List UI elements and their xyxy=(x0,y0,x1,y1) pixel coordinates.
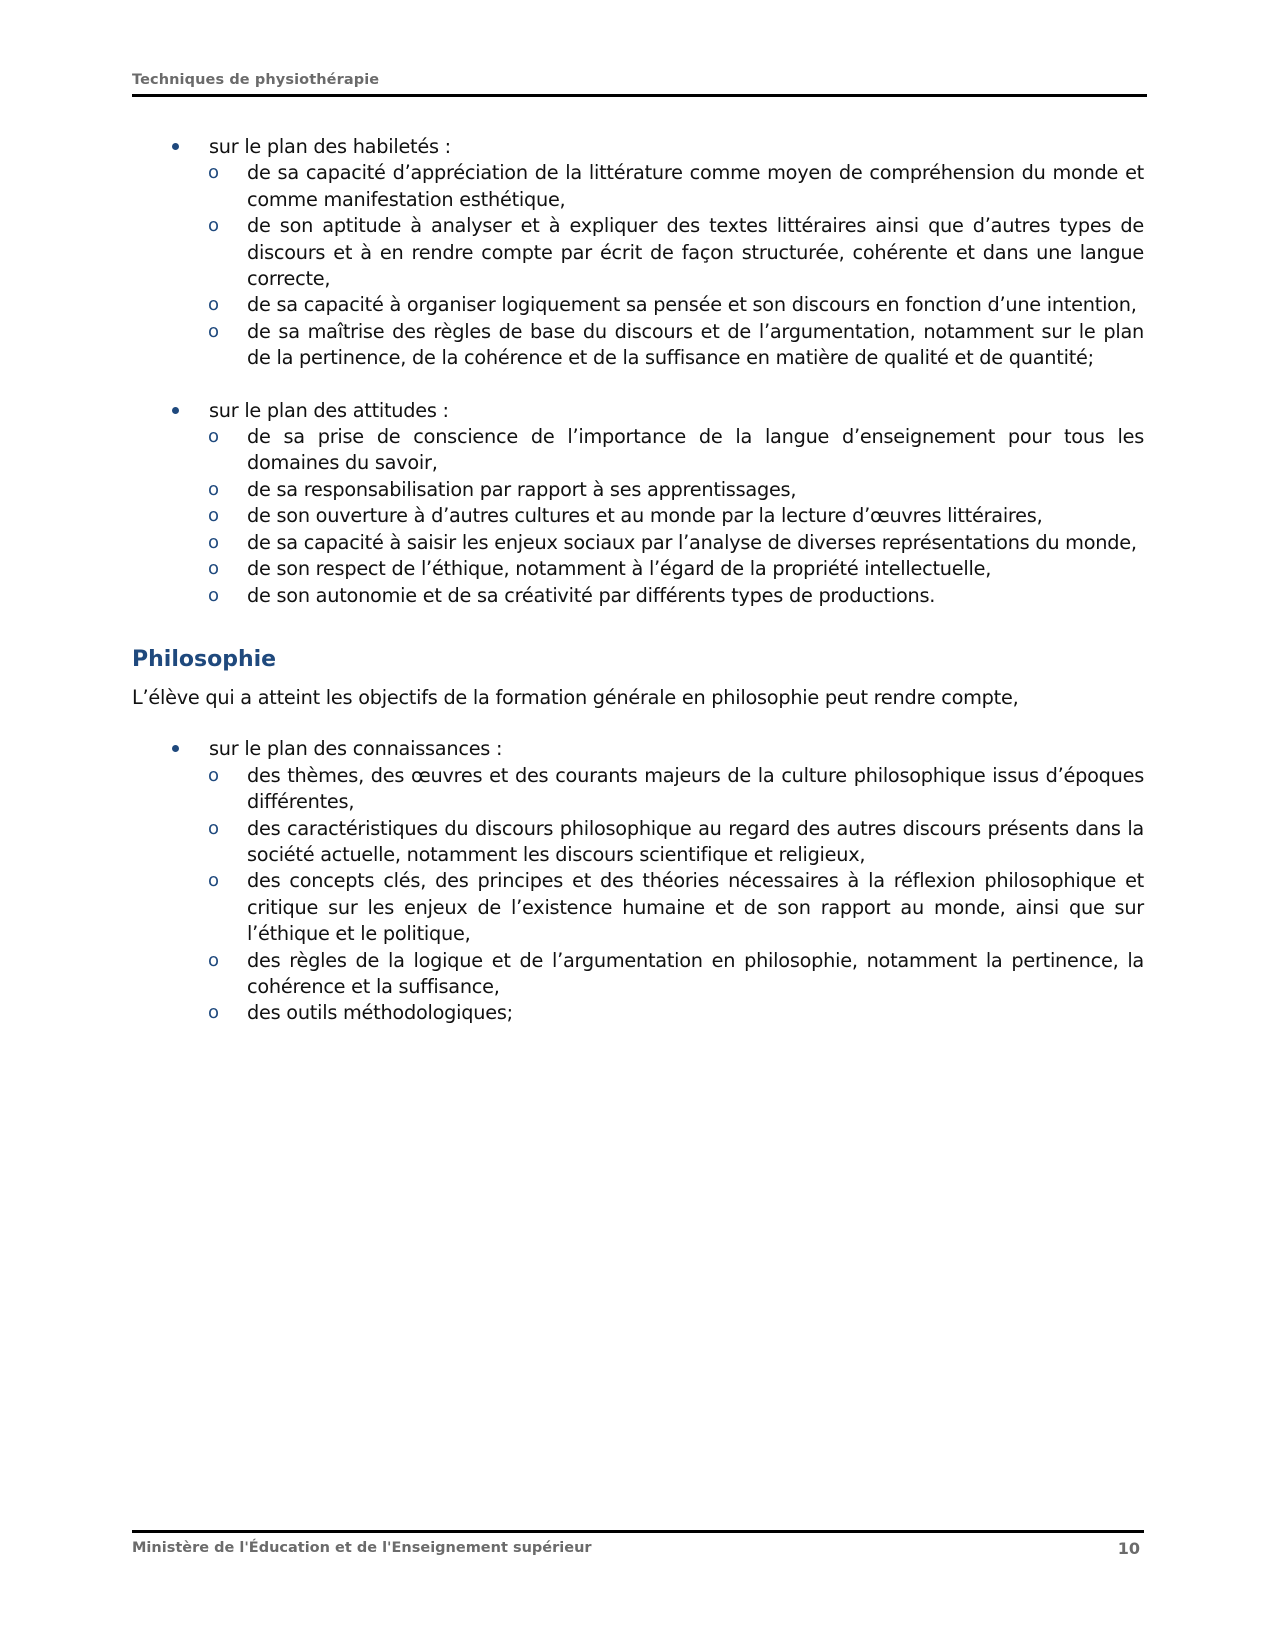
header-title: Techniques de physiothérapie xyxy=(132,72,380,88)
list-section-2 xyxy=(132,736,1144,1026)
circle-bullet-icon: o xyxy=(208,558,219,580)
circle-bullet-icon: o xyxy=(208,162,219,184)
sublist-item: o des caractéristiques du discours philosophique au regard des autres discours présents dans la société actuelle, notamment les discours scientifique et religieux, xyxy=(208,816,1144,866)
sublist-item: o de sa capacité à organiser logiquement sa pensée et son discours en fonction d’une intention, xyxy=(208,292,1144,318)
list-item xyxy=(132,134,1144,372)
circle-bullet-icon: o xyxy=(208,817,219,839)
sublist xyxy=(209,424,1144,609)
sublist-item: o de son respect de l’éthique, notamment à l’égard de la propriété intellectuelle, xyxy=(208,556,1144,582)
sublist xyxy=(209,763,1144,1027)
circle-bullet-icon: o xyxy=(208,426,219,448)
sublist-item: o de son ouverture à d’autres cultures et au monde par la lecture d’œuvres littéraires, xyxy=(208,503,1144,529)
circle-bullet-icon: o xyxy=(208,505,219,527)
sublist xyxy=(209,160,1144,371)
list-group-label: sur le plan des habiletés : xyxy=(209,135,451,158)
list-spacer xyxy=(132,372,1144,398)
section-title-philosophy: Philosophie xyxy=(132,646,277,672)
sublist-item: o de sa capacité à saisir les enjeux sociaux par l’analyse de diverses représentations du monde, xyxy=(208,530,1144,556)
circle-bullet-icon: o xyxy=(208,1002,219,1024)
sublist-item: o de sa maîtrise des règles de base du discours et de l’argumentation, notamment sur le plan de la pertinence, de la cohérence et de la suffisance en matière de qualité et de quantité; xyxy=(208,319,1144,370)
sublist-item: o de son aptitude à analyser et à expliquer des textes littéraires ainsi que d’autres types de discours et à en rendre compte par écrit de façon structurée, cohérente et dans une langue correcte, xyxy=(208,214,1144,291)
circle-bullet-icon: o xyxy=(208,584,219,606)
sublist-item: o de son autonomie et de sa créativité par différents types de productions. xyxy=(208,583,1144,609)
circle-bullet-icon: o xyxy=(208,320,219,342)
circle-bullet-icon: o xyxy=(208,294,219,316)
page-number: 10 xyxy=(1117,1539,1140,1558)
circle-bullet-icon: o xyxy=(208,949,219,971)
page-content xyxy=(132,134,1144,1027)
page-header xyxy=(132,72,1147,88)
circle-bullet-icon: o xyxy=(208,764,219,786)
list-item xyxy=(132,398,1144,609)
bullet-icon xyxy=(172,407,179,414)
sublist-item: o des thèmes, des œuvres et des courants majeurs de la culture philosophique issus d’époques différentes, xyxy=(208,763,1144,814)
sublist-item: o des outils méthodologiques; xyxy=(208,1000,1144,1026)
bullet-icon xyxy=(172,143,179,150)
sublist-item: o de sa capacité d’appréciation de la littérature comme moyen de compréhension du monde et comme manifestation esthétique, xyxy=(208,161,1144,211)
circle-bullet-icon: o xyxy=(208,531,219,553)
page-footer xyxy=(132,1530,1144,1558)
sublist-item: o des règles de la logique et de l’argumentation en philosophie, notamment la pertinence, la cohérence et la suffisance, xyxy=(208,948,1144,998)
circle-bullet-icon: o xyxy=(208,478,219,500)
section-intro: L’élève qui a atteint les objectifs de la formation générale en philosophie peut rendre compte, xyxy=(132,685,1019,709)
circle-bullet-icon: o xyxy=(208,215,219,237)
list-item xyxy=(132,736,1144,1026)
circle-bullet-icon: o xyxy=(208,870,219,892)
header-rule xyxy=(132,94,1147,97)
bullet-icon xyxy=(172,745,179,752)
list-group-label: sur le plan des connaissances : xyxy=(209,737,503,761)
footer-ministry: Ministère de l'Éducation et de l'Enseignement supérieur xyxy=(132,1540,592,1556)
list-group-label: sur le plan des attitudes : xyxy=(209,398,449,422)
section-spacer xyxy=(132,609,1144,645)
sublist-item: o des concepts clés, des principes et des théories nécessaires à la réflexion philosophique et critique sur les enjeux de l’existence humaine et de son rapport au monde, ainsi que sur l’éthique et le politique, xyxy=(208,869,1144,946)
sublist-item: o de sa responsabilisation par rapport à ses apprentissages, xyxy=(208,477,1144,503)
sublist-item: o de sa prise de conscience de l’importance de la langue d’enseignement pour tous les domaines du savoir, xyxy=(208,425,1144,475)
footer-rule xyxy=(132,1530,1144,1533)
list-section-1 xyxy=(132,134,1144,609)
